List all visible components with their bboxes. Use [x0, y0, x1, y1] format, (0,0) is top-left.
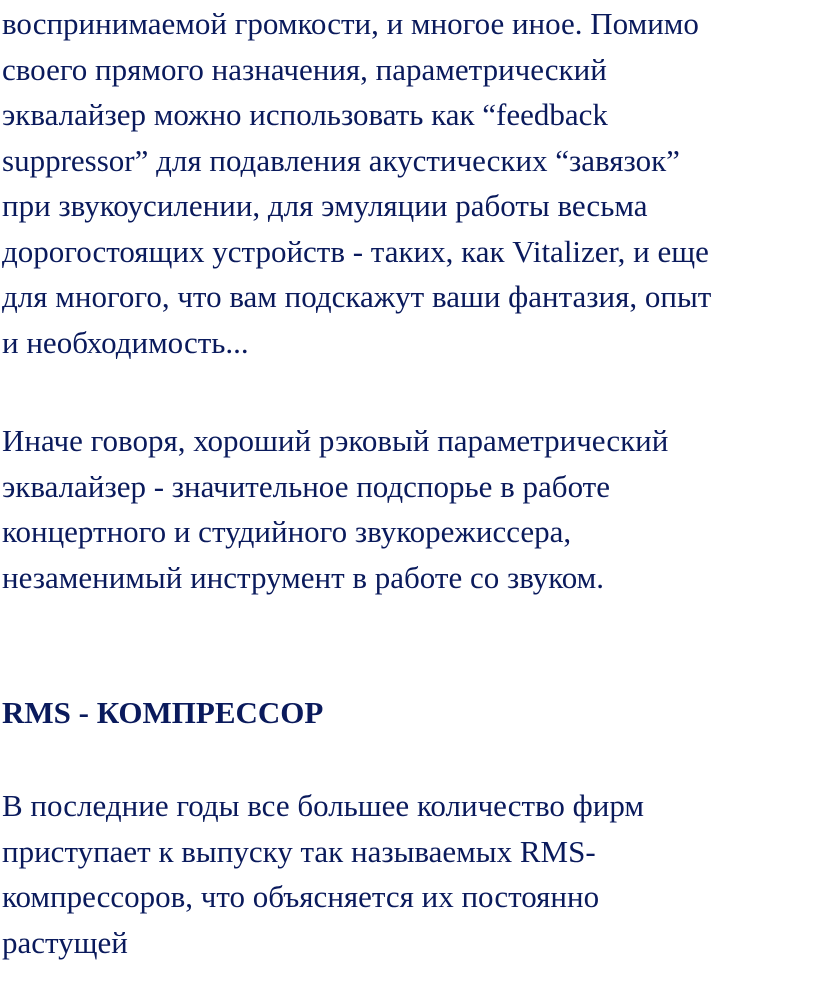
paragraph-equalizer-summary: [2, 418, 812, 600]
text-line: незаменимый инструмент в работе со звуком.: [2, 559, 605, 595]
text-line: приступает к выпуску так называемых RMS-: [2, 833, 596, 869]
paragraph-equalizer-uses: [2, 1, 812, 365]
text-line: своего прямого назначения, параметрический: [2, 51, 607, 87]
text-line: и необходимость...: [2, 324, 249, 360]
text-line: компрессоров, что объясняется их постоянно: [2, 879, 600, 914]
text-line: для многого, что вам подскажут ваши фантазия, опыт: [2, 279, 712, 314]
section-heading: RMS - КОМПРЕССОР: [2, 695, 324, 730]
text-line: Иначе говоря, хороший рэковый параметрический: [2, 423, 669, 458]
text-line: растущей: [2, 924, 128, 960]
text-line: эквалайзер - значительное подспорье в работе: [2, 468, 610, 504]
text-line: В последние годы все большее количество фирм: [2, 788, 645, 823]
text-line: при звукоусилении, для эмуляции работы весьма: [2, 188, 648, 223]
paragraph-rms-intro: [2, 783, 812, 965]
text-line: концертного и студийного звукорежиссера,: [2, 514, 572, 549]
text-line: воспринимаемой громкости, и многое иное. Помимо: [2, 6, 699, 41]
text-line: эквалайзер можно использовать как “feedback: [2, 97, 608, 132]
text-line: дорогостоящих устройств - таких, как Vitalizer, и еще: [2, 233, 709, 269]
text-line: suppressor” для подавления акустических “завязок”: [2, 142, 680, 178]
